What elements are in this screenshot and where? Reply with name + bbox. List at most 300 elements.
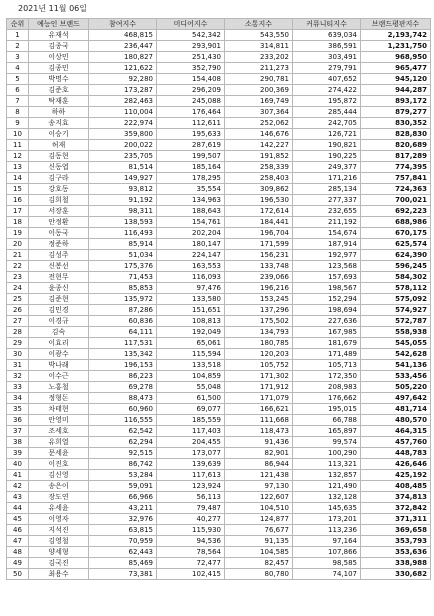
cell-media: 154,408 [157,74,225,85]
table-row [7,228,431,239]
cell-reputation-index: 374,813 [361,492,431,503]
cell-reputation-index: 968,950 [361,52,431,63]
table-row [7,316,431,327]
cell-community: 386,591 [293,41,361,52]
cell-reputation-index: 371,311 [361,514,431,525]
cell-brand: 유재석 [29,30,89,41]
cell-brand: 김동현 [29,151,89,162]
cell-brand: 최용수 [29,569,89,580]
cell-media: 199,507 [157,151,225,162]
cell-rank: 50 [7,569,29,580]
cell-community: 172,350 [293,371,361,382]
table-row [7,393,431,404]
cell-communication: 196,704 [225,228,293,239]
table-row [7,261,431,272]
cell-rank: 29 [7,338,29,349]
cell-reputation-index: 774,395 [361,162,431,173]
cell-brand: 양세형 [29,547,89,558]
cell-community: 123,568 [293,261,361,272]
cell-reputation-index: 338,988 [361,558,431,569]
cell-community: 171,489 [293,349,361,360]
cell-rank: 27 [7,316,29,327]
cell-media: 202,204 [157,228,225,239]
cell-media: 173,077 [157,448,225,459]
cell-brand: 김종국 [29,41,89,52]
cell-brand: 박명수 [29,74,89,85]
table-row [7,349,431,360]
cell-reputation-index: 893,172 [361,96,431,107]
table-row [7,514,431,525]
cell-media: 65,061 [157,338,225,349]
cell-rank: 37 [7,426,29,437]
cell-community: 152,294 [293,294,361,305]
cell-media: 40,277 [157,514,225,525]
cell-communication: 122,607 [225,492,293,503]
cell-communication: 153,245 [225,294,293,305]
table-row [7,206,431,217]
cell-brand: 이광수 [29,349,89,360]
table-row [7,96,431,107]
cell-reputation-index: 692,223 [361,206,431,217]
table-row [7,558,431,569]
cell-reputation-index: 533,456 [361,371,431,382]
table-row [7,140,431,151]
cell-rank: 43 [7,492,29,503]
cell-rank: 49 [7,558,29,569]
cell-community: 190,225 [293,151,361,162]
cell-brand: 강호동 [29,184,89,195]
cell-communication: 133,748 [225,261,293,272]
cell-brand: 유희열 [29,437,89,448]
cell-communication: 124,877 [225,514,293,525]
cell-communication: 543,550 [225,30,293,41]
cell-media: 55,048 [157,382,225,393]
cell-participation: 116,493 [89,228,157,239]
cell-community: 157,693 [293,272,361,283]
cell-media: 61,500 [157,393,225,404]
cell-participation: 359,800 [89,129,157,140]
cell-rank: 8 [7,107,29,118]
cell-communication: 258,339 [225,162,293,173]
cell-brand: 김구라 [29,173,89,184]
cell-participation: 180,827 [89,52,157,63]
cell-community: 154,674 [293,228,361,239]
cell-media: 133,518 [157,360,225,371]
cell-rank: 36 [7,415,29,426]
cell-communication: 239,066 [225,272,293,283]
cell-brand: 장도연 [29,492,89,503]
table-row [7,547,431,558]
cell-communication: 252,062 [225,118,293,129]
cell-participation: 86,742 [89,459,157,470]
cell-rank: 24 [7,283,29,294]
cell-media: 115,930 [157,525,225,536]
cell-community: 173,201 [293,514,361,525]
cell-community: 74,107 [293,569,361,580]
cell-communication: 134,793 [225,327,293,338]
cell-rank: 44 [7,503,29,514]
cell-brand: 김희철 [29,195,89,206]
cell-communication: 172,614 [225,206,293,217]
cell-rank: 40 [7,459,29,470]
cell-brand: 정형돈 [29,393,89,404]
cell-community: 181,679 [293,338,361,349]
cell-communication: 175,502 [225,316,293,327]
table-row [7,217,431,228]
cell-brand: 이경규 [29,316,89,327]
cell-reputation-index: 480,570 [361,415,431,426]
cell-participation: 173,287 [89,85,157,96]
cell-reputation-index: 757,841 [361,173,431,184]
table-row [7,492,431,503]
table-row [7,481,431,492]
cell-rank: 10 [7,129,29,140]
cell-communication: 142,227 [225,140,293,151]
cell-media: 102,415 [157,569,225,580]
cell-media: 112,611 [157,118,225,129]
cell-rank: 33 [7,382,29,393]
cell-communication: 290,781 [225,74,293,85]
cell-communication: 82,457 [225,558,293,569]
cell-communication: 156,231 [225,250,293,261]
cell-participation: 66,966 [89,492,157,503]
cell-media: 117,613 [157,470,225,481]
table-row [7,459,431,470]
cell-participation: 62,443 [89,547,157,558]
cell-community: 198,567 [293,283,361,294]
cell-community: 285,134 [293,184,361,195]
cell-media: 180,147 [157,239,225,250]
cell-community: 639,034 [293,30,361,41]
cell-brand: 전현무 [29,272,89,283]
table-row [7,371,431,382]
cell-brand: 윤종신 [29,283,89,294]
cell-media: 35,554 [157,184,225,195]
cell-media: 151,651 [157,305,225,316]
cell-brand: 김준호 [29,85,89,96]
cell-participation: 222,974 [89,118,157,129]
cell-rank: 11 [7,140,29,151]
cell-communication: 196,216 [225,283,293,294]
cell-community: 208,983 [293,382,361,393]
cell-communication: 307,364 [225,107,293,118]
cell-media: 72,477 [157,558,225,569]
cell-reputation-index: 965,477 [361,63,431,74]
cell-media: 542,342 [157,30,225,41]
cell-participation: 86,223 [89,371,157,382]
cell-rank: 41 [7,470,29,481]
table-row [7,415,431,426]
cell-community: 66,788 [293,415,361,426]
cell-reputation-index: 820,689 [361,140,431,151]
table-row [7,250,431,261]
cell-communication: 91,135 [225,536,293,547]
cell-reputation-index: 542,628 [361,349,431,360]
cell-brand: 신동엽 [29,162,89,173]
cell-reputation-index: 624,390 [361,250,431,261]
cell-reputation-index: 572,787 [361,316,431,327]
cell-community: 145,635 [293,503,361,514]
cell-communication: 211,273 [225,63,293,74]
cell-participation: 64,111 [89,327,157,338]
cell-participation: 117,531 [89,338,157,349]
cell-media: 204,455 [157,437,225,448]
cell-rank: 39 [7,448,29,459]
cell-communication: 180,785 [225,338,293,349]
cell-participation: 138,593 [89,217,157,228]
cell-media: 78,564 [157,547,225,558]
cell-brand: 안정환 [29,217,89,228]
cell-rank: 26 [7,305,29,316]
cell-community: 113,236 [293,525,361,536]
cell-participation: 468,815 [89,30,157,41]
table-row [7,151,431,162]
cell-media: 296,209 [157,85,225,96]
cell-communication: 309,862 [225,184,293,195]
cell-reputation-index: 817,289 [361,151,431,162]
cell-media: 185,164 [157,162,225,173]
cell-brand: 김국진 [29,558,89,569]
cell-reputation-index: 700,021 [361,195,431,206]
cell-reputation-index: 558,938 [361,327,431,338]
cell-reputation-index: 670,175 [361,228,431,239]
cell-media: 188,643 [157,206,225,217]
cell-reputation-index: 944,287 [361,85,431,96]
cell-communication: 120,203 [225,349,293,360]
cell-participation: 71,453 [89,272,157,283]
cell-rank: 46 [7,525,29,536]
cell-community: 190,821 [293,140,361,151]
cell-media: 116,093 [157,272,225,283]
cell-media: 115,594 [157,349,225,360]
cell-brand: 차태현 [29,404,89,415]
cell-participation: 196,153 [89,360,157,371]
cell-participation: 235,705 [89,151,157,162]
cell-brand: 이동국 [29,228,89,239]
cell-participation: 85,853 [89,283,157,294]
cell-rank: 45 [7,514,29,525]
table-row [7,30,431,41]
table-row [7,426,431,437]
table-row [7,272,431,283]
cell-community: 303,491 [293,52,361,63]
cell-participation: 53,284 [89,470,157,481]
cell-community: 126,721 [293,129,361,140]
cell-community: 232,655 [293,206,361,217]
table-row [7,382,431,393]
cell-brand: 김민경 [29,305,89,316]
cell-participation: 60,836 [89,316,157,327]
cell-reputation-index: 497,642 [361,393,431,404]
cell-participation: 85,914 [89,239,157,250]
cell-reputation-index: 575,092 [361,294,431,305]
cell-brand: 이수근 [29,371,89,382]
cell-communication: 233,202 [225,52,293,63]
cell-community: 132,128 [293,492,361,503]
cell-communication: 191,852 [225,151,293,162]
cell-rank: 13 [7,162,29,173]
cell-participation: 282,463 [89,96,157,107]
cell-reputation-index: 353,636 [361,547,431,558]
cell-brand: 노홍철 [29,382,89,393]
cell-community: 249,377 [293,162,361,173]
cell-brand: 김숙 [29,327,89,338]
cell-brand: 문세윤 [29,448,89,459]
cell-rank: 17 [7,206,29,217]
cell-community: 277,337 [293,195,361,206]
header-communication-index: 소통지수 [225,19,293,30]
cell-participation: 121,622 [89,63,157,74]
cell-reputation-index: 1,231,750 [361,41,431,52]
table-row [7,448,431,459]
cell-brand: 이승기 [29,129,89,140]
cell-reputation-index: 2,193,742 [361,30,431,41]
cell-community: 97,164 [293,536,361,547]
cell-communication: 104,585 [225,547,293,558]
cell-brand: 지석진 [29,525,89,536]
cell-community: 113,321 [293,459,361,470]
cell-rank: 23 [7,272,29,283]
cell-communication: 118,473 [225,426,293,437]
cell-brand: 김신영 [29,470,89,481]
cell-brand: 이진호 [29,459,89,470]
cell-rank: 47 [7,536,29,547]
cell-participation: 85,469 [89,558,157,569]
cell-media: 97,476 [157,283,225,294]
cell-reputation-index: 545,055 [361,338,431,349]
table-row [7,74,431,85]
cell-media: 117,403 [157,426,225,437]
table-body [7,30,431,580]
cell-reputation-index: 369,658 [361,525,431,536]
header-rank: 순위 [7,19,29,30]
cell-rank: 28 [7,327,29,338]
cell-reputation-index: 448,783 [361,448,431,459]
cell-rank: 5 [7,74,29,85]
cell-communication: 258,403 [225,173,293,184]
cell-participation: 73,381 [89,569,157,580]
cell-reputation-index: 584,302 [361,272,431,283]
table-row [7,283,431,294]
cell-media: 104,859 [157,371,225,382]
cell-media: 192,049 [157,327,225,338]
cell-brand: 신봉선 [29,261,89,272]
cell-community: 107,866 [293,547,361,558]
cell-media: 185,559 [157,415,225,426]
table-row [7,195,431,206]
cell-reputation-index: 457,760 [361,437,431,448]
cell-communication: 184,441 [225,217,293,228]
cell-participation: 200,022 [89,140,157,151]
cell-rank: 12 [7,151,29,162]
cell-reputation-index: 945,120 [361,74,431,85]
cell-participation: 135,342 [89,349,157,360]
cell-communication: 105,752 [225,360,293,371]
cell-rank: 4 [7,63,29,74]
cell-brand: 박나래 [29,360,89,371]
cell-community: 198,694 [293,305,361,316]
cell-rank: 30 [7,349,29,360]
cell-communication: 171,302 [225,371,293,382]
cell-rank: 32 [7,371,29,382]
cell-media: 154,761 [157,217,225,228]
cell-reputation-index: 372,842 [361,503,431,514]
cell-rank: 3 [7,52,29,63]
cell-participation: 70,959 [89,536,157,547]
cell-community: 167,985 [293,327,361,338]
table-row [7,536,431,547]
cell-communication: 121,438 [225,470,293,481]
cell-reputation-index: 541,136 [361,360,431,371]
cell-reputation-index: 481,714 [361,404,431,415]
cell-brand: 김종민 [29,63,89,74]
table-row [7,294,431,305]
table-row [7,52,431,63]
cell-community: 407,652 [293,74,361,85]
cell-media: 195,633 [157,129,225,140]
cell-communication: 97,130 [225,481,293,492]
cell-rank: 35 [7,404,29,415]
cell-participation: 32,976 [89,514,157,525]
cell-brand: 김성주 [29,250,89,261]
cell-reputation-index: 625,574 [361,239,431,250]
table-row [7,129,431,140]
cell-media: 134,963 [157,195,225,206]
cell-media: 79,487 [157,503,225,514]
cell-participation: 43,211 [89,503,157,514]
cell-community: 195,015 [293,404,361,415]
cell-reputation-index: 828,830 [361,129,431,140]
cell-community: 171,216 [293,173,361,184]
cell-reputation-index: 879,277 [361,107,431,118]
cell-community: 274,422 [293,85,361,96]
cell-communication: 171,079 [225,393,293,404]
cell-rank: 1 [7,30,29,41]
table-row [7,41,431,52]
cell-participation: 87,286 [89,305,157,316]
table-row [7,503,431,514]
table-row [7,437,431,448]
cell-participation: 236,447 [89,41,157,52]
cell-rank: 34 [7,393,29,404]
cell-participation: 92,515 [89,448,157,459]
cell-reputation-index: 408,485 [361,481,431,492]
cell-participation: 62,542 [89,426,157,437]
cell-brand: 허재 [29,140,89,151]
table-header-row [7,19,431,30]
cell-brand: 김영철 [29,536,89,547]
cell-brand: 서장훈 [29,206,89,217]
cell-reputation-index: 353,793 [361,536,431,547]
cell-media: 251,430 [157,52,225,63]
cell-communication: 169,749 [225,96,293,107]
header-media-index: 미디어지수 [157,19,225,30]
cell-brand: 이상민 [29,52,89,63]
cell-reputation-index: 330,682 [361,569,431,580]
cell-rank: 2 [7,41,29,52]
brand-reputation-table [6,18,431,580]
cell-reputation-index: 464,315 [361,426,431,437]
cell-rank: 9 [7,118,29,129]
cell-media: 56,113 [157,492,225,503]
cell-brand: 이효리 [29,338,89,349]
cell-rank: 42 [7,481,29,492]
cell-communication: 171,599 [225,239,293,250]
cell-communication: 76,677 [225,525,293,536]
cell-communication: 80,780 [225,569,293,580]
cell-brand: 정준하 [29,239,89,250]
cell-communication: 200,369 [225,85,293,96]
